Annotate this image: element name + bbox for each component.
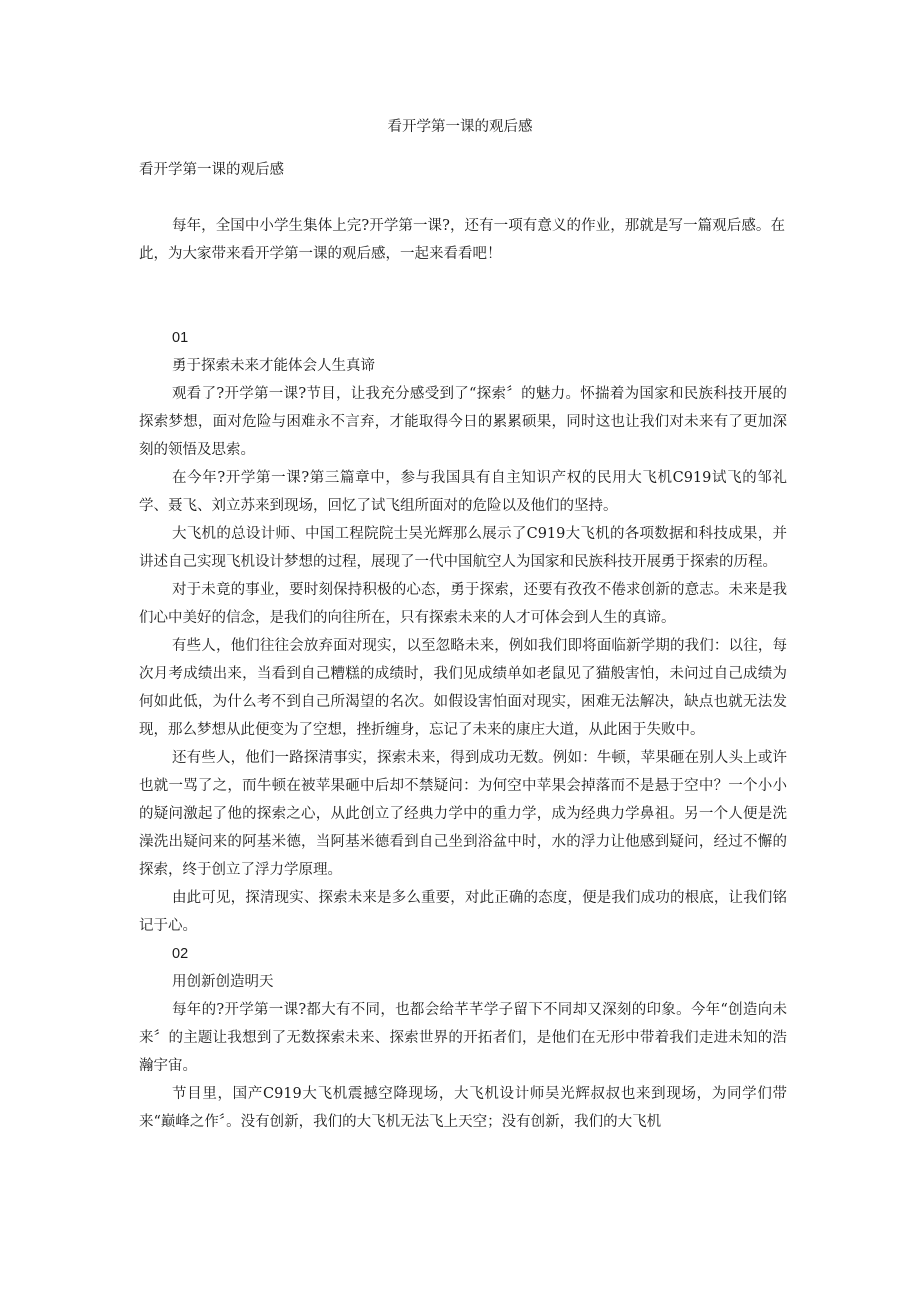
section-heading: 用创新创造明天	[172, 974, 274, 990]
paragraph: 在今年?开学第一课?第三篇章中，参与我国具有自主知识产权的民用大飞机C919试飞的邹礼学、聂飞、刘立苏来到现场，回忆了试飞组所面对的危险以及他们的坚持。	[139, 470, 787, 514]
paragraph: 观看了?开学第一课?节目，让我充分感受到了“探索〞的魅力。怀揣着为国家和民族科技开展的探索梦想，面对危险与困难永不言弃，才能取得今日的累累硕果，同时这也让我们对未来有了更加深刻的领悟及思索。	[139, 386, 787, 458]
section-heading: 勇于探索未来才能体会人生真谛	[172, 358, 375, 374]
document-subtitle: 看开学第一课的观后感	[139, 162, 284, 178]
paragraph: 每年的?开学第一课?都大有不同，也都会给芊芊学子留下不同却又深刻的印象。今年“创造向未来〞的主题让我想到了无数探索未来、探索世界的开拓者们，是他们在无形中带着我们走进未知的浩瀚宇宙。	[139, 1002, 787, 1074]
intro-paragraph: 每年，全国中小学生集体上完?开学第一课?，还有一项有意义的作业，那就是写一篇观后感。在此，为大家带来看开学第一课的观后感，一起来看看吧！	[139, 218, 785, 262]
section-number: 01	[172, 330, 189, 346]
paragraph: 节目里，国产C919大飞机震撼空降现场，大飞机设计师吴光辉叔叔也来到现场，为同学们带来“巅峰之作〞。没有创新，我们的大飞机无法飞上天空；没有创新，我们的大飞机	[139, 1086, 787, 1130]
document-body	[139, 324, 787, 1136]
paragraph: 对于未竟的事业，要时刻保持积极的心态，勇于探索，还要有孜孜不倦求创新的意志。未来是我们心中美好的信念，是我们的向往所在，只有探索未来的人才可体会到人生的真谛。	[139, 582, 787, 626]
paragraph: 大飞机的总设计师、中国工程院院士吴光辉那么展示了C919大飞机的各项数据和科技成果，并讲述自己实现飞机设计梦想的过程，展现了一代中国航空人为国家和民族科技开展勇于探索的历程。	[139, 526, 787, 570]
paragraph: 还有些人，他们一路探清事实，探索未来，得到成功无数。例如：牛顿，苹果砸在别人头上或许也就一骂了之，而牛顿在被苹果砸中后却不禁疑问：为何空中苹果会掉落而不是悬于空中？一个小小的疑问激起了他的探索之心，从此创立了经典力学中的重力学，成为经典力学鼻祖。另一个人便是洗澡洗出疑问来的阿基米德，当阿基米德看到自己坐到浴盆中时，水的浮力让他感到疑问，经过不懈的探索，终于创立了浮力学原理。	[139, 750, 787, 878]
paragraph: 由此可见，探清现实、探索未来是多么重要，对此正确的态度，便是我们成功的根底，让我们铭记于心。	[139, 890, 787, 934]
section-number: 02	[172, 946, 189, 962]
document-title: 看开学第一课的观后感	[387, 119, 533, 135]
paragraph: 有些人，他们往往会放弃面对现实，以至忽略未来，例如我们即将面临新学期的我们：以往，每次月考成绩出来，当看到自己糟糕的成绩时，我们见成绩单如老鼠见了猫般害怕，未问过自己成绩为何如此低，为什么考不到自己所渴望的名次。如假设害怕面对现实，困难无法解决，缺点也就无法发现，那么梦想从此便变为了空想，挫折缠身，忘记了未来的康庄大道，从此困于失败中。	[139, 638, 787, 738]
